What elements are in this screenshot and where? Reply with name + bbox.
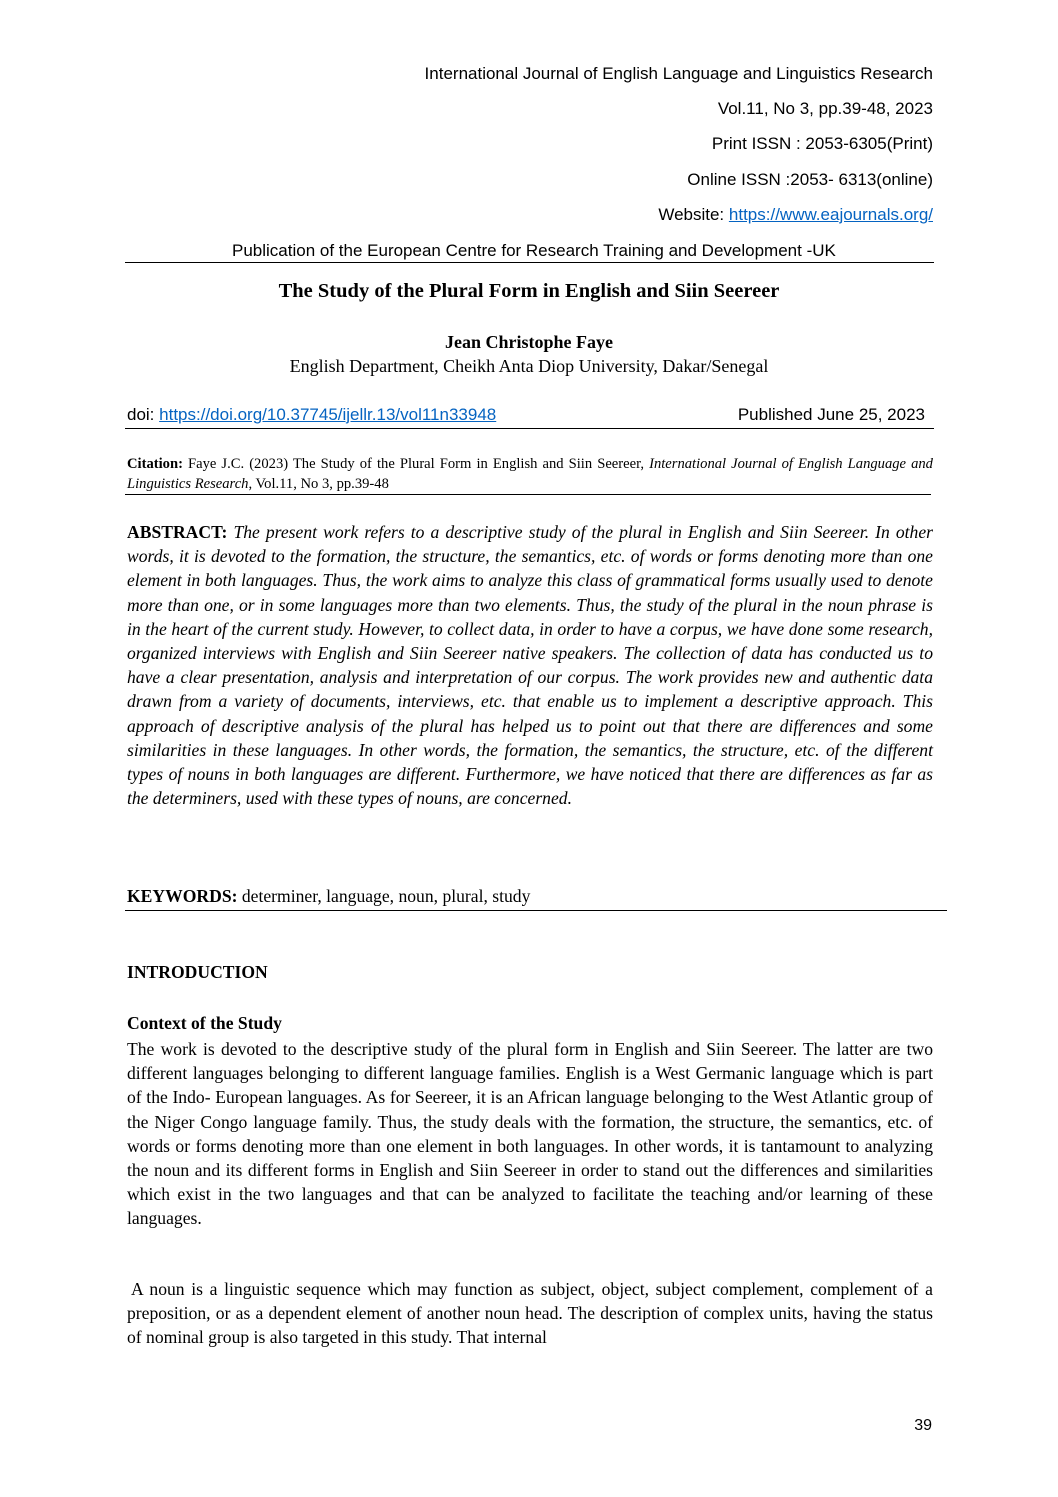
citation-journal: International Journal of English Language and Linguistics Research [127,456,933,492]
author-name: Jean Christophe Faye [445,332,613,352]
published-date: Published June 25, 2023 [737,405,925,424]
citation-label: Citation: [127,456,183,472]
body-paragraph: A noun is a linguistic sequence which may function as subject, object, subject complement, complement of a preposition, or as a dependent element of another noun head. The description of complex units, having the status of nominal group is also targeted in this study. That internal [127,1279,933,1348]
doi-divider [125,428,934,429]
subsection-heading-context: Context of the Study [127,1013,282,1033]
abstract-label: ABSTRACT: [127,522,228,542]
keywords-line [127,886,530,907]
citation-text: Faye J.C. (2023) The Study of the Plural Form in English and Siin Seereer, [182,456,650,472]
doi-label: doi: [127,405,160,424]
online-issn: Online ISSN :2053- 6313(online) [687,170,933,189]
doi-link[interactable]: https://doi.org/10.37745/ijellr.13/vol11n33948 [159,405,497,424]
author-affiliation: English Department, Cheikh Anta Diop University, Dakar/Senegal [289,356,769,376]
website-link[interactable]: https://www.eajournals.org/ [728,205,933,224]
doi-line [127,405,496,425]
abstract-text: The present work refers to a descriptive study of the plural in English and Siin Seereer. In other words, it is devoted to the formation, the structure, the semantics, etc. of words or forms denoting more than one element in both languages. Thus, the work aims to analyze this class of grammatical forms usually used to denote more than one, or in some languages more than two elements. Thus, the study of the plural in the noun phrase is in the heart of the current study. However, to collect data, in order to have a corpus, we have done some research, organized interviews with English and Siin Seereer native speakers. The collection of data has conducted us to have a clear presentation, analysis and interpretation of our corpus. The work provides new and authentic data drawn from a variety of documents, interviews, etc. that enable us to implement a descriptive approach. This approach of descriptive analysis of the plural has helped us to point out that there are differences and some similarities in these languages. In other words, the formation, the semantics, the structure, etc. of the different types of nouns in both languages are different. Furthermore, we have noticed that there are differences as far as the determiners, used with these types of nouns, are concerned. [127,522,933,809]
website-line [658,205,933,225]
citation-block [127,454,933,494]
section-heading-introduction: INTRODUCTION [127,962,268,982]
header-divider [125,262,934,263]
keywords-label: KEYWORDS: [127,886,238,906]
print-issn: Print ISSN : 2053-6305(Print) [711,134,933,153]
journal-name: International Journal of English Language and Linguistics Research [424,64,933,83]
citation-divider [125,494,931,495]
article-title: The Study of the Plural Form in English and Siin Seereer [278,280,780,302]
citation-tail: , Vol.11, No 3, pp.39-48 [248,476,389,492]
keywords-text: determiner, language, noun, plural, study [237,886,531,906]
keywords-divider [125,910,947,911]
page-number: 39 [914,1417,932,1434]
abstract-block [127,520,933,810]
volume-info: Vol.11, No 3, pp.39-48, 2023 [717,99,933,118]
body-paragraph: The work is devoted to the descriptive study of the plural form in English and Siin Seereer. The latter are two different languages belonging to different language families. English is a West Germanic language which is part of the Indo- European languages. As for Seereer, it is an African language belonging to the West Atlantic group of the Niger Congo language family. Thus, the study deals with the formation, the structure, the semantics, etc. of words or forms denoting more than one element in both languages. In other words, it is tantamount to analyzing the noun and its different forms in English and Siin Seereer in order to stand out the differences and similarities which exist in the two languages and that can be analyzed to facilitate the teaching and/or learning of these languages. [127,1039,933,1229]
publisher-line: Publication of the European Centre for Research Training and Development -UK [232,241,836,260]
website-label: Website: [658,205,729,224]
